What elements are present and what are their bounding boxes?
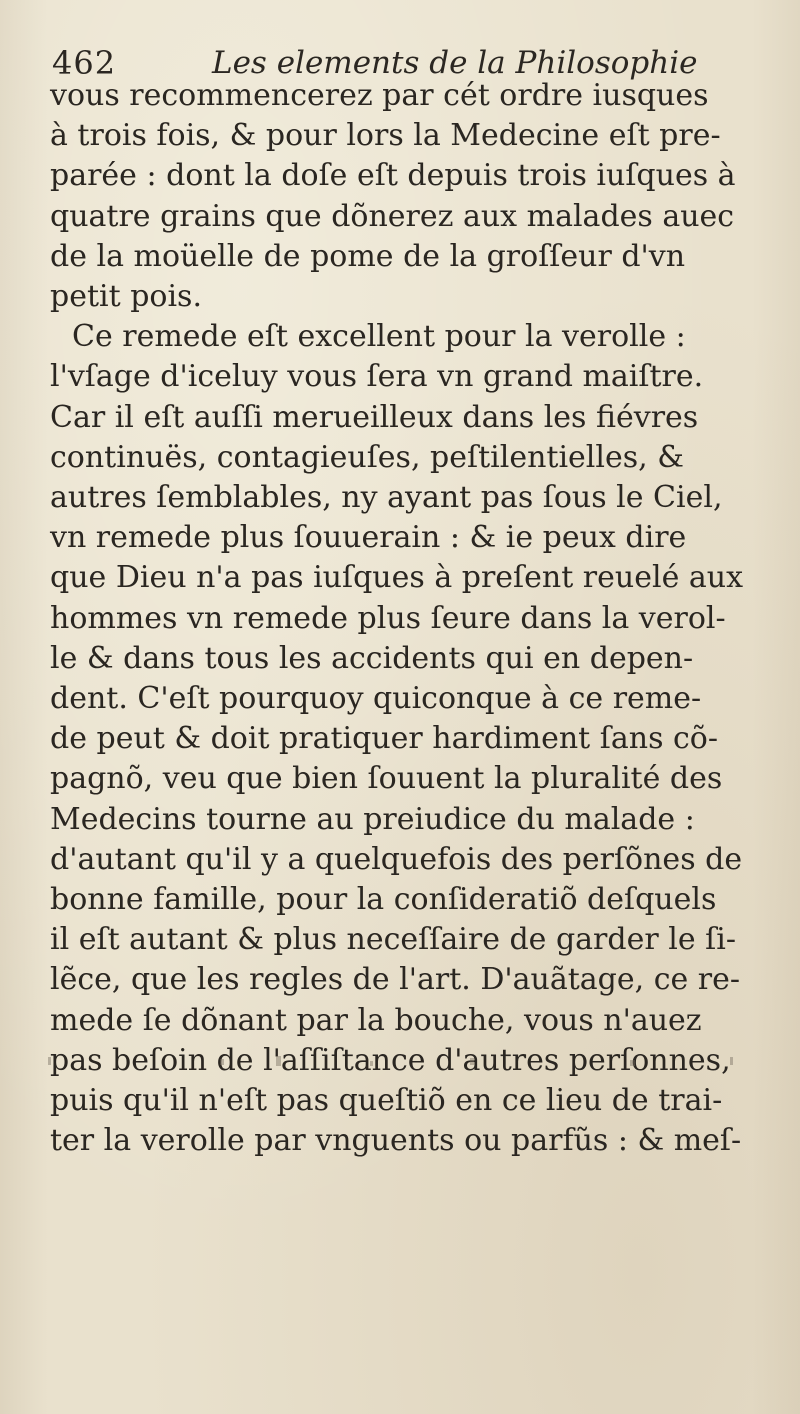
text-line: Medecins tourne au preiudice du malade : <box>50 801 695 837</box>
text-line: à trois fois, & pour lors la Medecine eſt pre- <box>50 118 721 154</box>
bleed-through-marks <box>40 1047 760 1077</box>
text-line: hommes vn remede plus ſeure dans la verol- <box>50 600 726 636</box>
text-line: de peut & doit pratiquer hardiment ſans cõ- <box>50 721 718 757</box>
text-line: Car il eſt auſſi merueilleux dans les fiévres <box>50 399 699 435</box>
text-line: lẽce, que les regles de l'art. D'auãtage, ce re- <box>50 962 741 998</box>
running-title: Les elements de la Philosophie <box>212 45 698 81</box>
text-line: parée : dont la doſe eſt depuis trois iuſques à <box>50 158 736 194</box>
body-text <box>50 76 770 1161</box>
text-line: ter la verolle par vnguents ou parfũs : & meſ- <box>50 1123 742 1159</box>
page-number: 462 <box>52 44 117 82</box>
text-line: pas beſoin de l'aſſiſtance d'autres perſonnes, <box>50 1042 731 1078</box>
text-line: que Dieu n'a pas iuſques à preſent reuelé aux <box>50 560 743 596</box>
text-line: de la moüelle de pome de la groſſeur d'vn <box>50 238 686 274</box>
text-line: vn remede plus ſouuerain : & ie peux dire <box>50 520 687 556</box>
text-line: petit pois. <box>50 279 202 315</box>
text-line: dent. C'eſt pourquoy quiconque à ce reme- <box>50 681 702 717</box>
text-line: bonne famille, pour la conſideratiõ deſquels <box>50 882 717 918</box>
text-line: vous recommencerez par cét ordre iusques <box>50 78 709 113</box>
text-line: continuës, contagieuſes, peſtilentielles, & <box>50 439 684 475</box>
text-line: d'autant qu'il y a quelquefois des perſõnes de <box>50 841 743 877</box>
text-line: autres ſemblables, ny ayant pas ſous le Ciel, <box>50 480 723 516</box>
text-line: mede ſe dõnant par la bouche, vous n'auez <box>50 1002 702 1038</box>
text-line: il eſt autant & plus neceſſaire de garder le ſi- <box>50 922 736 958</box>
text-line: puis qu'il n'eſt pas queſtiõ en ce lieu de trai- <box>50 1083 723 1119</box>
text-line: l'vſage d'iceluy vous ſera vn grand maiſtre. <box>50 359 704 395</box>
text-line: Ce remede eſt excellent pour la verolle : <box>72 319 686 355</box>
text-line: le & dans tous les accidents qui en depen- <box>50 640 694 676</box>
text-line: pagnõ, veu que bien ſouuent la pluralité des <box>50 761 723 797</box>
text-line: quatre grains que dõnerez aux malades auec <box>50 198 735 234</box>
